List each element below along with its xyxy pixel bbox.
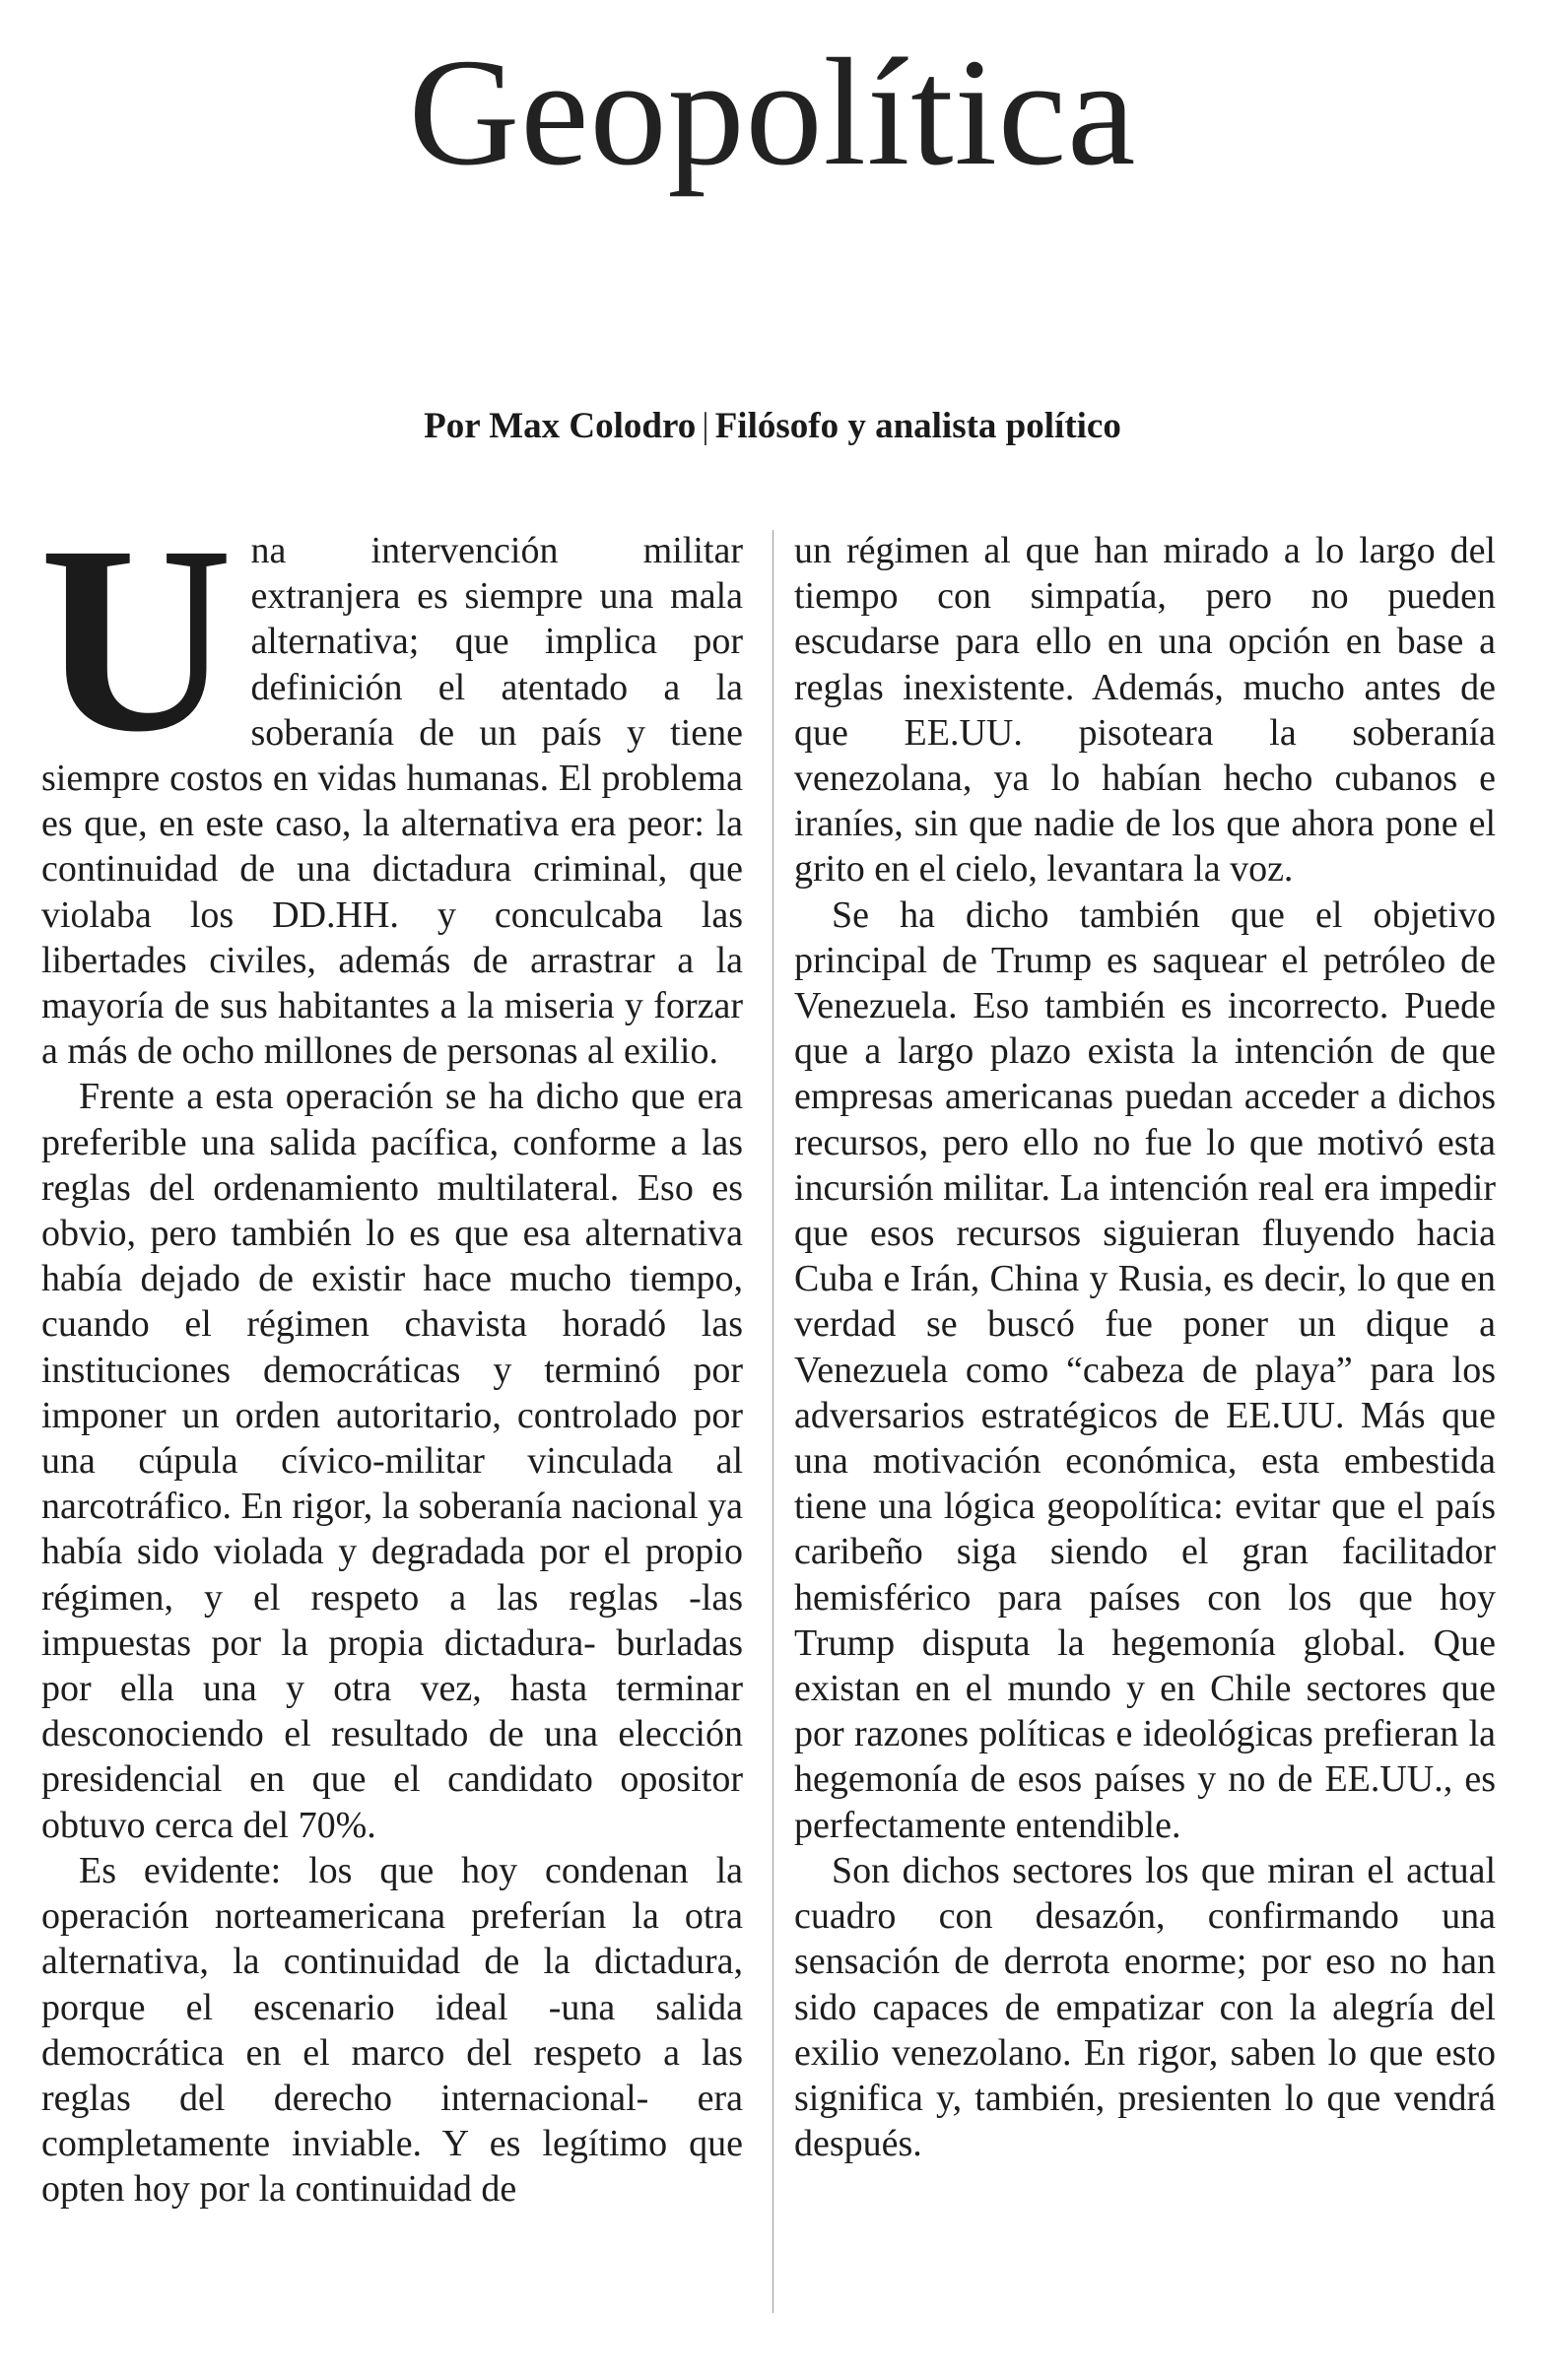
- column-divider: [772, 530, 773, 2313]
- byline-role: Filósofo y analista político: [714, 406, 1121, 446]
- article-column-right: [794, 528, 1496, 2166]
- article-column-left: [39, 491, 743, 2213]
- article-paragraph: Es evidente: los que hoy condenan la operación norteamericana preferían la otra alternativa, la continuidad de la dictadura, porque el escenario ideal -una salida democrática en el marco del respeto a las reglas del derecho internacional- era completamente inviable. Y es legítimo que opten hoy por la continuidad de: [41, 1849, 743, 2211]
- article-paragraph: un régimen al que han mirado a lo largo del tiempo con simpatía, pero no pueden escudarse para ello en una opción en base a reglas inexistente. Además, mucho antes de que EE.UU. pisoteara la soberanía venezolana, ya lo habían hecho cubanos e iraníes, sin que nadie de los que ahora pone el grito en el cielo, levantara la voz.: [794, 530, 1496, 891]
- drop-cap: U: [39, 491, 234, 787]
- byline: [0, 402, 1545, 451]
- article-paragraph: Son dichos sectores los que miran el actual cuadro con desazón, confirmando una sensación de derrota enorme; por eso no han sido capaces de empatizar con la alegría del exilio venezolano. En rigor, saben lo que esto significa y, también, presienten lo que vendrá después.: [794, 1849, 1496, 2165]
- article-paragraph: Se ha dicho también que el objetivo principal de Trump es saquear el petróleo de Venezuela. Eso también es incorrecto. Puede que a largo plazo exista la intención de que empresas americanas puedan acceder a dichos recursos, pero ello no fue lo que motivó esta incursión militar. La intención real era impedir que esos recursos siguieran fluyendo hacia Cuba e Irán, China y Rusia, es decir, lo que en verdad se buscó fue poner un dique a Venezuela como “cabeza de playa” para los adversarios estratégicos de EE.UU. Más que una motivación económica, esta embestida tiene una lógica geopolítica: evitar que el país caribeño siga siendo el gran facilitador hemisférico para países con los que hoy Trump disputa la hegemonía global. Que existan en el mundo y en Chile sectores que por razones políticas e ideológicas prefieran la hegemonía de esos países y no de EE.UU., es perfectamente entendible.: [794, 893, 1496, 1846]
- byline-author: Por Max Colodro: [424, 406, 697, 446]
- byline-separator: |: [702, 406, 709, 446]
- article-paragraph: [39, 491, 743, 1074]
- article-paragraph: Frente a esta operación se ha dicho que era preferible una salida pacífica, conforme a las reglas del ordenamiento multilateral. Eso es obvio, pero también lo es que esa alternativa había dejado de existir hace mucho tiempo, cuando el régimen chavista horadó las instituciones democráticas y terminó por imponer un orden autoritario, controlado por una cúpula cívico-militar vinculada al narcotráfico. En rigor, la soberanía nacional ya había sido violada y degradada por el propio régimen, y el respeto a las reglas -las impuestas por la propia dictadura- burladas por ella una y otra vez, hasta terminar desconociendo el resultado de una elección presidencial en que el candidato opositor obtuvo cerca del 70%.: [41, 1076, 743, 1846]
- paragraph-text: na intervención militar extranjera es siempre una mala alternativa; que implica por definición el atentado a la soberanía de un país y tiene siempre costos en vidas humanas. El problema es que, en este caso, la alternativa era peor: la continuidad de una dictadura criminal, que violaba los DD.HH. y conculcaba las libertades civiles, además de arrastrar a la mayoría de sus habitantes a la miseria y forzar a más de ocho millones de personas al exilio.: [41, 530, 743, 1073]
- section-title: Geopolítica: [408, 27, 1137, 197]
